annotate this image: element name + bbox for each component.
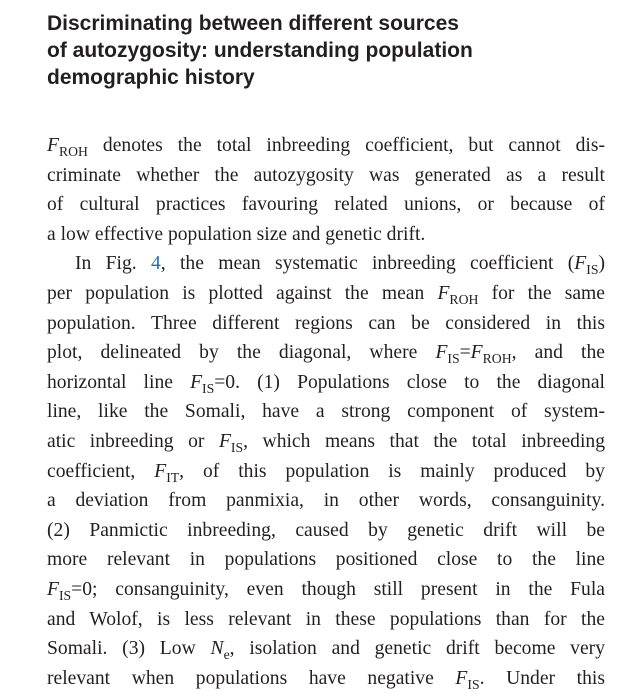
text-line: and Wolof, is less relevant in these populations than for the — [47, 608, 605, 630]
variable-f: F — [574, 253, 587, 275]
text-line — [47, 457, 605, 487]
variable-f: F — [190, 371, 203, 393]
text-segment: atic inbreeding or — [47, 430, 219, 452]
variable-f: F — [47, 135, 59, 156]
subscript: IS — [202, 380, 215, 396]
text-segment: Somali. (3) Low — [47, 638, 211, 660]
equals-sign: = — [459, 342, 471, 364]
subscript: ROH — [58, 143, 88, 159]
text-segment: =0. (1) Populations close to the diagonal — [214, 371, 605, 393]
text-line — [47, 575, 605, 605]
text-line: a deviation from panmixia, in other words, consanguinity. — [47, 490, 605, 512]
figure-link[interactable]: 4 — [150, 253, 161, 275]
text-line: a low effective population size and genetic drift. — [47, 223, 426, 245]
variable-f: F — [218, 430, 231, 452]
subscript: IS — [586, 262, 599, 278]
text-line — [47, 279, 605, 309]
text-segment: , of this population is mainly produced by — [179, 460, 605, 482]
text-segment: ) — [598, 253, 605, 275]
text-segment: , isolation and genetic drift become very — [229, 638, 605, 660]
text-segment: plot, delineated by the diagonal, where — [47, 342, 436, 364]
variable-f: F — [470, 342, 483, 364]
text-line: criminate whether the autozygosity was generated as a result — [47, 164, 605, 186]
text-segment: =0; consanguinity, even though still present in the Fula — [71, 578, 605, 600]
text-segment: In Fig. — [75, 253, 151, 275]
text-line: (2) Panmictic inbreeding, caused by genetic drift will be — [47, 519, 605, 541]
variable-f: F — [47, 578, 59, 600]
text-line — [47, 664, 605, 694]
section-heading — [47, 10, 605, 91]
text-line: more relevant in populations positioned close to the line — [47, 549, 605, 571]
text-segment: for the same — [478, 282, 605, 304]
subscript: IS — [467, 676, 480, 692]
text-segment: per population is plotted against the mean — [47, 282, 438, 304]
subscript: IS — [447, 350, 460, 366]
heading-line: Discriminating between different sources — [47, 12, 459, 35]
subscript: IS — [230, 439, 244, 455]
variable-f: F — [154, 460, 167, 482]
text-segment: , the mean systematic inbreeding coefficient ( — [160, 253, 575, 275]
text-line — [47, 249, 605, 279]
text-line — [47, 131, 605, 161]
subscript: ROH — [449, 291, 479, 307]
heading-line: of autozygosity: understanding population — [47, 39, 473, 62]
subscript: IT — [166, 469, 180, 485]
subscript: IS — [58, 587, 72, 603]
subscript: e — [223, 646, 230, 662]
text-line — [47, 427, 605, 457]
text-segment: coefficient, — [47, 460, 155, 482]
text-segment: horizontal line — [47, 371, 191, 393]
text-segment: , which means that the total inbreeding — [243, 430, 605, 452]
variable-f: F — [435, 342, 448, 364]
text-segment: . Under this — [479, 667, 605, 689]
paragraph-2 — [47, 249, 605, 693]
article-page — [47, 10, 605, 693]
variable-f: F — [455, 667, 468, 689]
paragraph-1 — [47, 131, 605, 249]
text-segment: , and the — [511, 342, 605, 364]
text-line: of cultural practices favouring related unions, or because of — [47, 194, 605, 216]
text-line: population. Three different regions can be considered in this — [47, 312, 605, 334]
text-line: line, like the Somali, have a strong component of system- — [47, 401, 605, 423]
variable-n: N — [210, 638, 224, 660]
body-text — [47, 131, 605, 693]
text-segment: relevant when populations have negative — [47, 667, 456, 689]
text-line — [47, 368, 605, 398]
heading-line: demographic history — [47, 66, 255, 89]
text-segment: denotes the total inbreeding coefficient, but cannot dis- — [87, 135, 605, 156]
text-line — [47, 338, 605, 368]
text-line — [47, 634, 605, 664]
subscript: ROH — [482, 350, 512, 366]
variable-f: F — [437, 282, 450, 304]
